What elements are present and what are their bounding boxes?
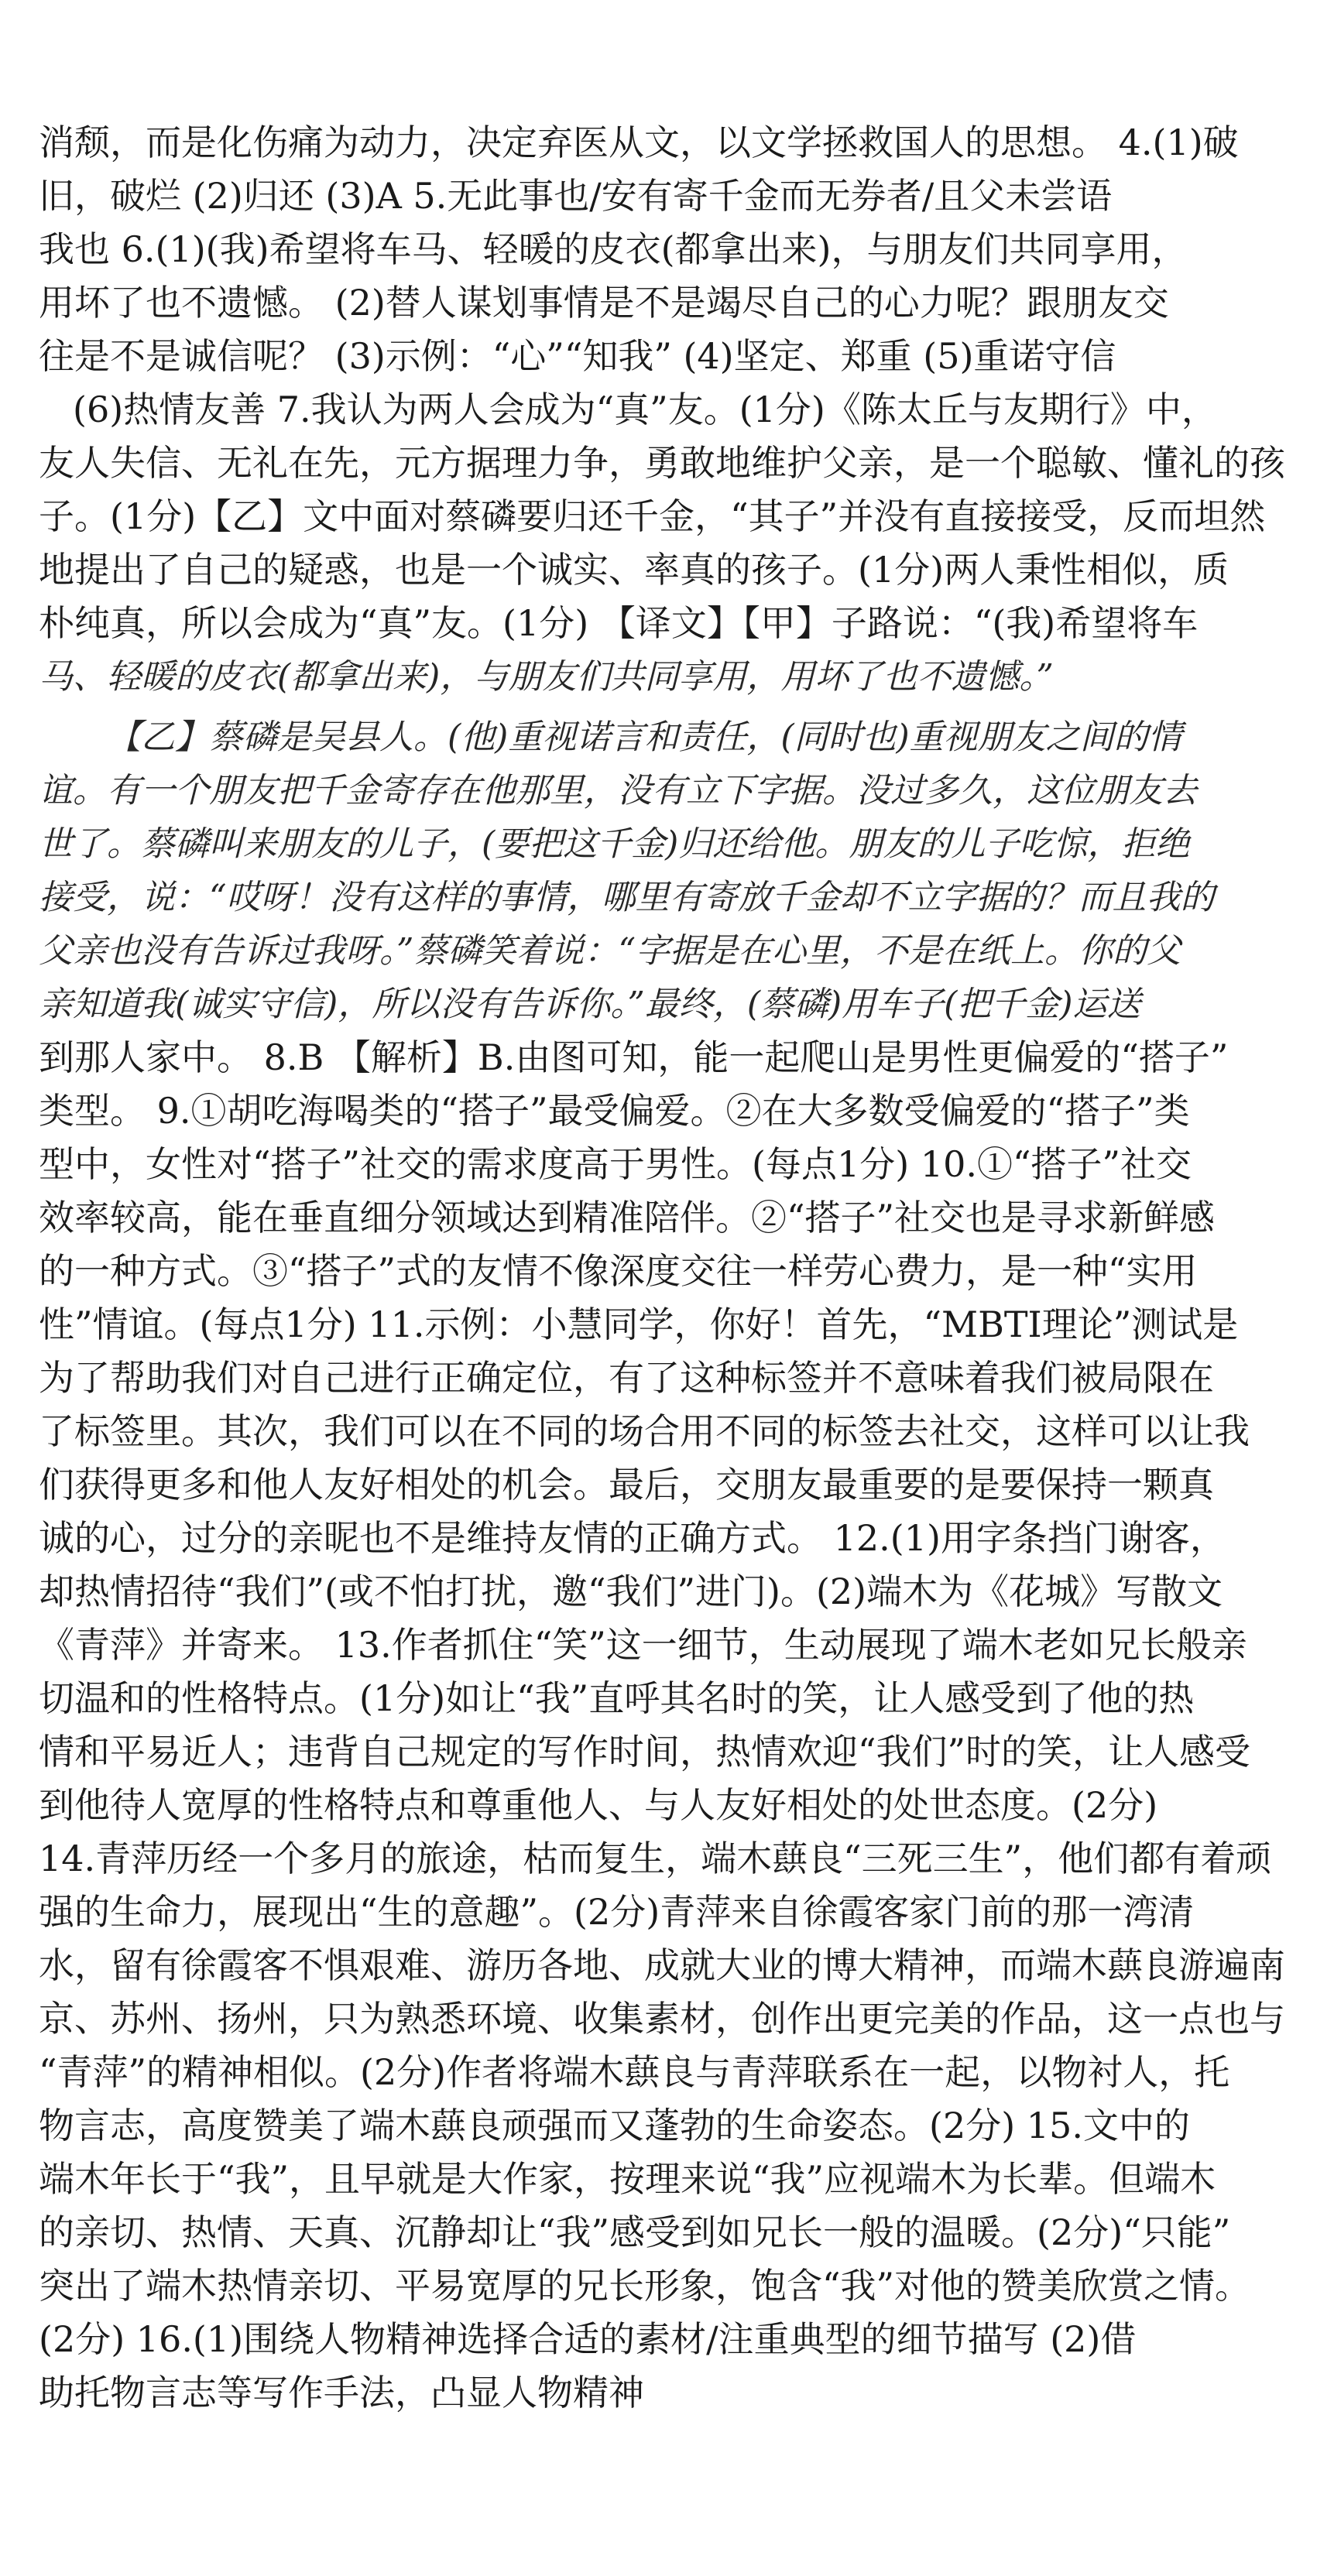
text-line: 地提出了自己的疑惑，也是一个诚实、率真的孩子。(1分)两人秉性相似，质 — [39, 549, 1229, 591]
text-line: 子。(1分)【乙】文中面对蔡磷要归还千金，“其子”并没有直接接受，反而坦然 — [39, 495, 1266, 537]
text-line: 为了帮助我们对自己进行正确定位，有了这种标签并不意味着我们被局限在 — [39, 1357, 1214, 1399]
text-line: 情和平易近人；违背自己规定的写作时间，热情欢迎“我们”时的笑，让人感受 — [39, 1731, 1251, 1773]
translation-line: 世了。蔡磷叫来朋友的儿子，(要把这千金)归还给他。朋友的儿子吃惊，拒绝 — [39, 824, 1190, 864]
text-line: 《青萍》并寄来。 13.作者抓住“笑”这一细节，生动展现了端木老如兄长般亲 — [39, 1624, 1247, 1666]
translation-line: 亲知道我(诚实守信)，所以没有告诉你。”最终，(蔡磷)用车子(把千金)运送 — [39, 985, 1141, 1024]
text-line: (6)热情友善 7.我认为两人会成为“真”友。(1分)《陈太丘与友期行》中， — [73, 389, 1217, 430]
translation-line: 父亲也没有告诉过我呀。”蔡磷笑着说：“字据是在心里，不是在纸上。你的父 — [39, 931, 1181, 971]
text-line: 消颓，而是化伤痛为动力，决定弃医从文，以文学拯救国人的思想。 4.(1)破 — [39, 122, 1239, 163]
text-line: 到那人家中。 8.B 【解析】B.由图可知，能一起爬山是男性更偏爱的“搭子” — [39, 1036, 1229, 1078]
text-line: 了标签里。其次，我们可以在不同的场合用不同的标签去社交，这样可以让我 — [39, 1410, 1250, 1452]
text-line: 水，留有徐霞客不惧艰难、游历各地、成就大业的博大精神，而端木蕻良游遍南 — [39, 1944, 1285, 1986]
text-line: 14.青萍历经一个多月的旅途，枯而复生，端木蕻良“三死三生”，他们都有着顽 — [39, 1838, 1272, 1879]
text-line: 端木年长于“我”，且早就是大作家，按理来说“我”应视端木为长辈。但端木 — [39, 2158, 1216, 2200]
text-line: 友人失信、无礼在先，元方据理力争，勇敢地维护父亲，是一个聪敏、懂礼的孩 — [39, 442, 1285, 484]
text-line: 却热情招待“我们”(或不怕打扰，邀“我们”进门)。(2)端木为《花城》写散文 — [39, 1571, 1223, 1612]
answer-text-block — [39, 116, 1285, 2420]
text-line: 类型。 9.①胡吃海喝类的“搭子”最受偏爱。②在大多数受偏爱的“搭子”类 — [39, 1090, 1190, 1132]
text-line: 们获得更多和他人友好相处的机会。最后，交朋友最重要的是要保持一颗真 — [39, 1464, 1214, 1506]
text-line: 性”情谊。(每点1分) 11.示例：小慧同学，你好！首先，“MBTI理论”测试是 — [39, 1303, 1239, 1345]
text-line: 助托物言志等写作手法，凸显人物精神 — [39, 2372, 644, 2413]
text-line: 到他待人宽厚的性格特点和尊重他人、与人友好相处的处世态度。(2分) — [39, 1784, 1158, 1826]
text-line: 突出了端木热情亲切、平易宽厚的兄长形象，饱含“我”对他的赞美欣赏之情。 — [39, 2265, 1251, 2307]
text-line: 旧，破烂 (2)归还 (3)A 5.无此事也/安有寄千金而无券者/且父未尝语 — [39, 175, 1113, 217]
text-line: “青萍”的精神相似。(2分)作者将端木蕻良与青萍联系在一起，以物衬人，托 — [39, 2051, 1230, 2093]
text-line: 诚的心，过分的亲昵也不是维持友情的正确方式。 12.(1)用字条挡门谢客， — [39, 1517, 1226, 1559]
translation-line: 谊。有一个朋友把千金寄存在他那里，没有立下字据。没过多久，这位朋友去 — [39, 771, 1197, 810]
text-line: 的一种方式。③“搭子”式的友情不像深度交往一样劳心费力，是一种“实用 — [39, 1250, 1198, 1292]
text-line: 切温和的性格特点。(1分)如让“我”直呼其名时的笑，让人感受到了他的热 — [39, 1677, 1195, 1719]
translation-line: 马、轻暖的皮衣(都拿出来)，与朋友们共同享用，用坏了也不遗憾。” — [39, 657, 1054, 697]
text-line: 强的生命力，展现出“生的意趣”。(2分)青萍来自徐霞客家门前的那一湾清 — [39, 1891, 1195, 1933]
text-line: 朴纯真，所以会成为“真”友。(1分) 【译文】【甲】子路说：“(我)希望将车 — [39, 602, 1199, 644]
text-line: 京、苏州、扬州，只为熟悉环境、收集素材，创作出更完美的作品，这一点也与 — [39, 1998, 1285, 2040]
translation-line: 接受，说：“哎呀！没有这样的事情，哪里有寄放千金却不立字据的？而且我的 — [39, 878, 1215, 917]
text-line: 我也 6.(1)(我)希望将车马、轻暖的皮衣(都拿出来)，与朋友们共同享用， — [39, 228, 1188, 270]
text-line: (2分) 16.(1)围绕人物精神选择合适的素材/注重典型的细节描写 (2)借 — [39, 2318, 1137, 2360]
text-line: 往是不是诚信呢？ (3)示例：“心”“知我” (4)坚定、郑重 (5)重诺守信 — [39, 335, 1116, 377]
text-line: 的亲切、热情、天真、沉静却让“我”感受到如兄长一般的温暖。(2分)“只能” — [39, 2211, 1231, 2253]
text-line: 效率较高，能在垂直细分领域达到精准陪伴。②“搭子”社交也是寻求新鲜感 — [39, 1197, 1216, 1238]
text-line: 物言志，高度赞美了端木蕻良顽强而又蓬勃的生命姿态。(2分) 15.文中的 — [39, 2105, 1190, 2146]
translation-line: 【乙】蔡磷是吴县人。(他)重视诺言和责任，(同时也)重视朋友之间的情 — [107, 718, 1182, 757]
text-line: 型中，女性对“搭子”社交的需求度高于男性。(每点1分) 10.①“搭子”社交 — [39, 1143, 1192, 1185]
text-line: 用坏了也不遗憾。 (2)替人谋划事情是不是竭尽自己的心力呢？跟朋友交 — [39, 282, 1169, 324]
